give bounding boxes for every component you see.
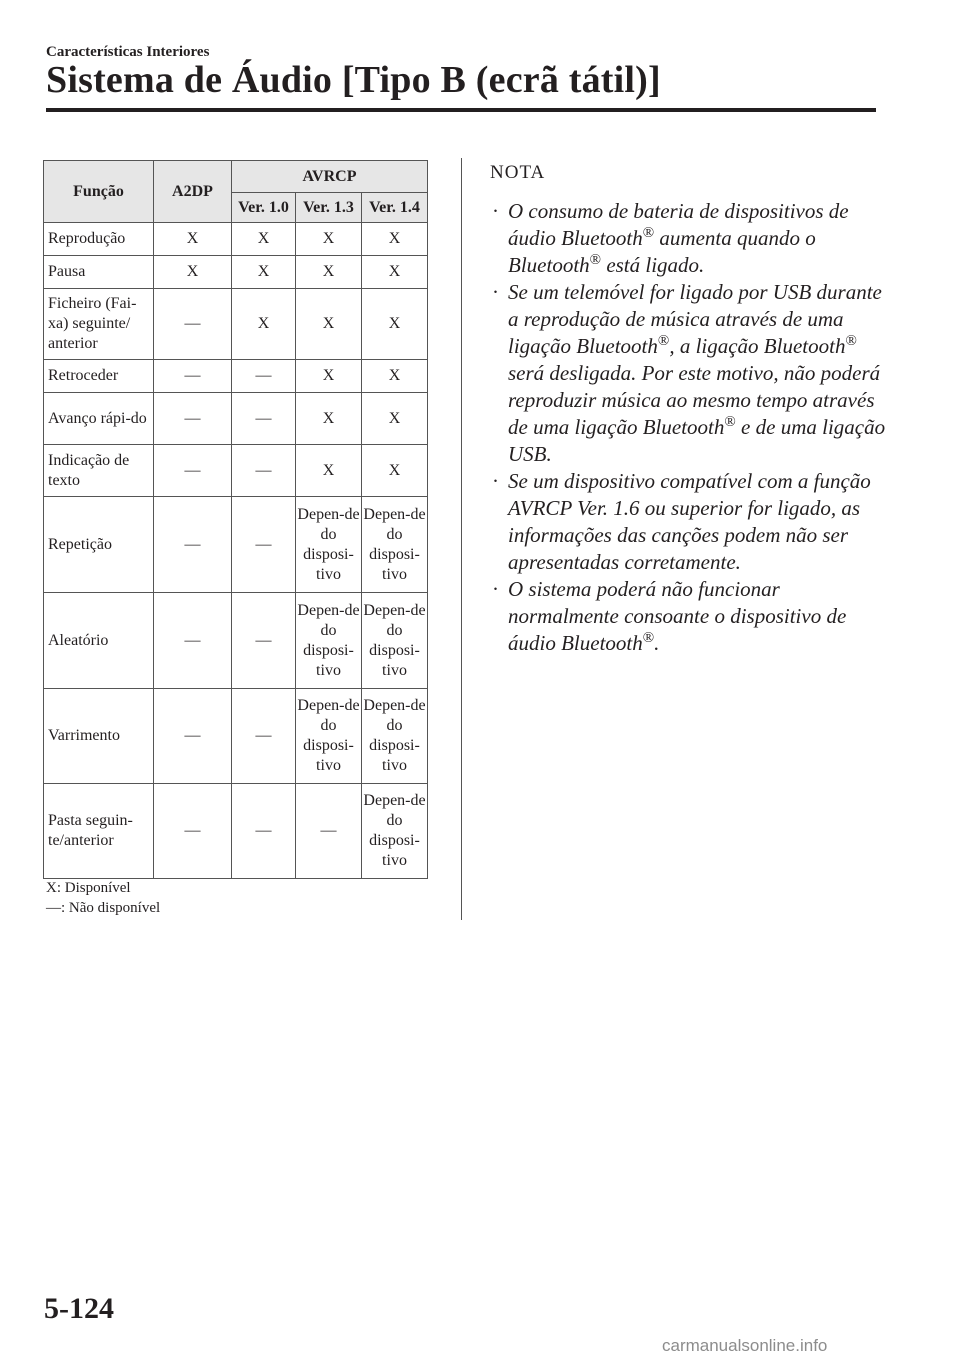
cell-function: Reprodução [44,223,154,256]
cell-ver-1-3: X [296,256,362,289]
header-ver-1-3: Ver. 1.3 [296,193,362,223]
cell-function: Indicação de texto [44,445,154,497]
cell-ver-1-4: X [362,393,428,445]
cell-ver-1-4: X [362,445,428,497]
cell-ver-1-3: X [296,289,362,360]
cell-ver-1-4: X [362,289,428,360]
header-a2dp: A2DP [154,161,232,223]
bullet-icon: · [492,280,499,304]
registered-mark: ® [724,414,736,430]
note-item [490,468,890,576]
table-row [44,784,428,879]
cell-function: Avanço rápi-do [44,393,154,445]
note-item [490,198,890,279]
cell-ver-1-0: X [232,223,296,256]
cell-a2dp: X [154,223,232,256]
cell-ver-1-0: — [232,593,296,689]
cell-ver-1-4: X [362,223,428,256]
cell-a2dp: — [154,593,232,689]
registered-mark: ® [657,333,670,349]
cell-function: Varrimento [44,689,154,784]
cell-ver-1-3: Depen-de do disposi-tivo [296,497,362,593]
note-list [490,198,890,657]
legend-unavailable: —: Não disponível [46,900,161,916]
page-number: 5-124 [44,1292,114,1325]
cell-a2dp: — [154,497,232,593]
cell-function: Aleatório [44,593,154,689]
title-rule [46,108,876,112]
cell-a2dp: X [154,256,232,289]
note-text: , a ligação Bluetooth [669,334,846,358]
cell-ver-1-3: X [296,223,362,256]
table-row [44,689,428,784]
cell-function: Retroceder [44,360,154,393]
cell-a2dp: — [154,445,232,497]
cell-ver-1-0: — [232,360,296,393]
cell-ver-1-4: Depen-de do disposi-tivo [362,784,428,879]
note-text: será desligada. Por este motivo, não poderá reproduzir música ao mesmo tempo através de uma ligação Bluetooth [508,361,881,439]
page-title: Sistema de Áudio [Tipo B (ecrã tátil)] [46,59,661,101]
table-row [44,593,428,689]
note-heading: NOTA [490,162,546,183]
column-divider [461,158,462,920]
cell-ver-1-4: Depen-de do disposi-tivo [362,497,428,593]
cell-ver-1-0: — [232,784,296,879]
cell-function: Pasta seguin-te/anterior [44,784,154,879]
bullet-icon: · [492,469,499,493]
cell-a2dp: — [154,289,232,360]
cell-ver-1-4: X [362,360,428,393]
header-avrcp: AVRCP [232,161,428,193]
note-text: e de uma ligação USB. [508,415,886,466]
note-text: Se um dispositivo compatível com a função AVRCP Ver. 1.6 ou superior for ligado, as informações das canções podem não ser apresentadas corretamente. [508,469,871,574]
table-row [44,445,428,497]
cell-a2dp: — [154,360,232,393]
cell-ver-1-3: X [296,360,362,393]
bullet-icon: · [492,199,499,223]
cell-ver-1-4: Depen-de do disposi-tivo [362,593,428,689]
note-text: O consumo de bateria de dispositivos de áudio Bluetooth [508,199,849,250]
function-table [43,160,428,879]
cell-ver-1-4: X [362,256,428,289]
cell-function: Repetição [44,497,154,593]
header-ver-1-4: Ver. 1.4 [362,193,428,223]
cell-ver-1-0: — [232,689,296,784]
cell-ver-1-3: X [296,393,362,445]
registered-mark: ® [589,252,602,268]
table-row [44,497,428,593]
note-item [490,279,890,468]
bullet-icon: · [492,577,499,601]
table-legend [46,878,160,918]
cell-ver-1-0: — [232,445,296,497]
registered-mark: ® [642,225,655,241]
header-function: Função [44,161,154,223]
table-row [44,223,428,256]
registered-mark: ® [845,333,857,349]
table-row [44,360,428,393]
section-label: Características Interiores [46,44,210,60]
note-text: O sistema poderá não funcionar normalmente consoante o dispositivo de áudio Bluetooth [508,577,847,655]
cell-a2dp: — [154,689,232,784]
cell-ver-1-4: Depen-de do disposi-tivo [362,689,428,784]
header-ver-1-0: Ver. 1.0 [232,193,296,223]
cell-a2dp: — [154,393,232,445]
watermark: carmanualsonline.info [662,1336,828,1355]
registered-mark: ® [642,630,655,646]
cell-ver-1-0: X [232,289,296,360]
legend-available: X: Disponível [46,880,131,896]
cell-ver-1-3: Depen-de do disposi-tivo [296,593,362,689]
cell-ver-1-3: X [296,445,362,497]
table-row [44,256,428,289]
table-row [44,393,428,445]
cell-ver-1-0: X [232,256,296,289]
note-text: Se um telemóvel for ligado por USB durante a reprodução de música através de uma ligação Bluetooth [508,280,882,358]
cell-a2dp: — [154,784,232,879]
cell-ver-1-0: — [232,393,296,445]
cell-function: Pausa [44,256,154,289]
note-text: está ligado. [601,253,705,277]
table-row [44,289,428,360]
cell-ver-1-3: — [296,784,362,879]
cell-ver-1-3: Depen-de do disposi-tivo [296,689,362,784]
note-text: . [654,631,660,655]
cell-ver-1-0: — [232,497,296,593]
note-item [490,576,890,657]
note-text: aumenta quando o Bluetooth [508,226,816,277]
cell-function: Ficheiro (Fai-xa) seguinte/ anterior [44,289,154,360]
